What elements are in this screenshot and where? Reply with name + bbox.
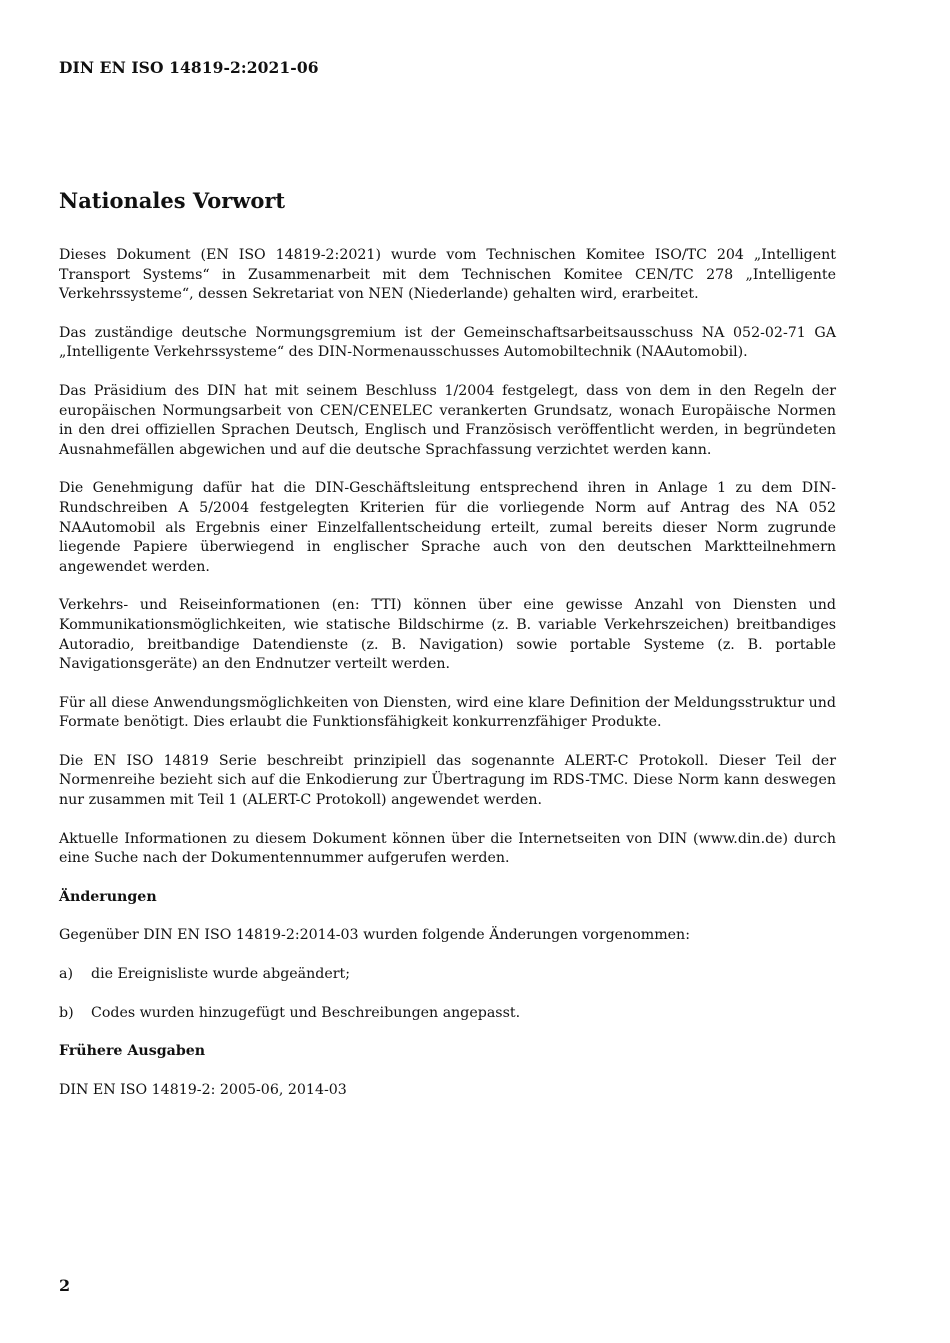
list-item-text: die Ereignisliste wurde abgeändert; bbox=[91, 966, 351, 983]
paragraph-alert-c-protocol: Die EN ISO 14819 Serie beschreibt prinzipiell das sogenannte ALERT-C Protokoll. Dieser Teil der Normenreihe bezieht sich auf die Enkodierung zur Übertragung im RDS-TMC. Diese Norm kann deswegen nur zusammen mit Teil 1 (ALERT-C Protokoll) angewendet werden. bbox=[59, 752, 836, 809]
changes-list-item bbox=[59, 1004, 836, 1024]
paragraph-approval: Die Genehmigung dafür hat die DIN-Geschäftsleitung entsprechend ihren in Anlage 1 zu dem DIN-Rundschreiben A 5/2004 festgelegten Kriterien für die vorliegende Norm auf Antrag des NA 052 NAAutomobil als Ergebnis einer Einzelfallentscheidung erteilt, zumal bereits dieser Norm zugrunde liegende Papiere überwiegend in englischer Sprache auch von den deutschen Marktteilnehmern angewendet werden. bbox=[59, 480, 836, 575]
previous-editions-text: DIN EN ISO 14819-2: 2005-06, 2014-03 bbox=[59, 1081, 347, 1098]
list-marker: b) bbox=[59, 1004, 74, 1021]
document-id-header: DIN EN ISO 14819-2:2021-06 bbox=[59, 58, 319, 77]
changes-heading: Änderungen bbox=[59, 888, 157, 905]
paragraph-traffic-information: Verkehrs- und Reiseinformationen (en: TTI) können über eine gewisse Anzahl von Diensten und Kommunikationsmöglichkeiten, wie statische Bildschirme (z. B. variable Verkehrszeichen) breitbandiges Autoradio, breitbandige Datendienste (z. B. Navigation) sowie portable Systeme (z. B. portable Navigationsgeräte) an den Endnutzer verteilt werden. bbox=[59, 597, 836, 673]
paragraph-standards-committee: Das zuständige deutsche Normungsgremium ist der Gemeinschaftsarbeitsausschuss NA 052-02-71 GA „Intelligente Verkehrssysteme“ des DIN-Normenausschusses Automobiltechnik (NAAutomobil). bbox=[59, 324, 836, 361]
list-marker: a) bbox=[59, 966, 73, 983]
paragraph-current-information: Aktuelle Informationen zu diesem Dokument können über die Internetseiten von DIN (www.din.de) durch eine Suche nach der Dokumentennummer aufgerufen werden. bbox=[59, 830, 836, 867]
changes-intro: Gegenüber DIN EN ISO 14819-2:2014-03 wurden folgende Änderungen vorgenommen: bbox=[59, 927, 690, 944]
previous-editions-heading: Frühere Ausgaben bbox=[59, 1043, 206, 1060]
changes-list-item bbox=[59, 965, 836, 985]
list-item-text: Codes wurden hinzugefügt und Beschreibungen angepasst. bbox=[91, 1004, 521, 1021]
page-content bbox=[59, 187, 836, 1119]
section-title: Nationales Vorwort bbox=[59, 188, 286, 213]
paragraph-document-origin: Dieses Dokument (EN ISO 14819-2:2021) wurde vom Technischen Komitee ISO/TC 204 „Intelligent Transport Systems“ in Zusammenarbeit mit dem Technischen Komitee CEN/TC 278 „Intelligente Verkehrssysteme“, dessen Sekretariat von NEN (Niederlande) gehalten wird, erarbeitet. bbox=[59, 247, 836, 303]
page-number: 2 bbox=[59, 1276, 71, 1295]
paragraph-message-format: Für all diese Anwendungsmöglichkeiten von Diensten, wird eine klare Definition der Meldungsstruktur und Formate benötigt. Dies erlaubt die Funktionsfähigkeit konkurrenzfähiger Produkte. bbox=[59, 694, 836, 731]
paragraph-presidium-decision: Das Präsidium des DIN hat mit seinem Beschluss 1/2004 festgelegt, dass von dem in den Regeln der europäischen Normungsarbeit von CEN/CENELEC verankerten Grundsatz, wonach Europäische Normen in den drei offiziellen Sprachen Deutsch, Englisch und Französisch veröffentlicht werden, in begründeten Ausnahmefällen abgewichen und auf die deutsche Sprachfassung verzichtet werden kann. bbox=[59, 382, 836, 458]
